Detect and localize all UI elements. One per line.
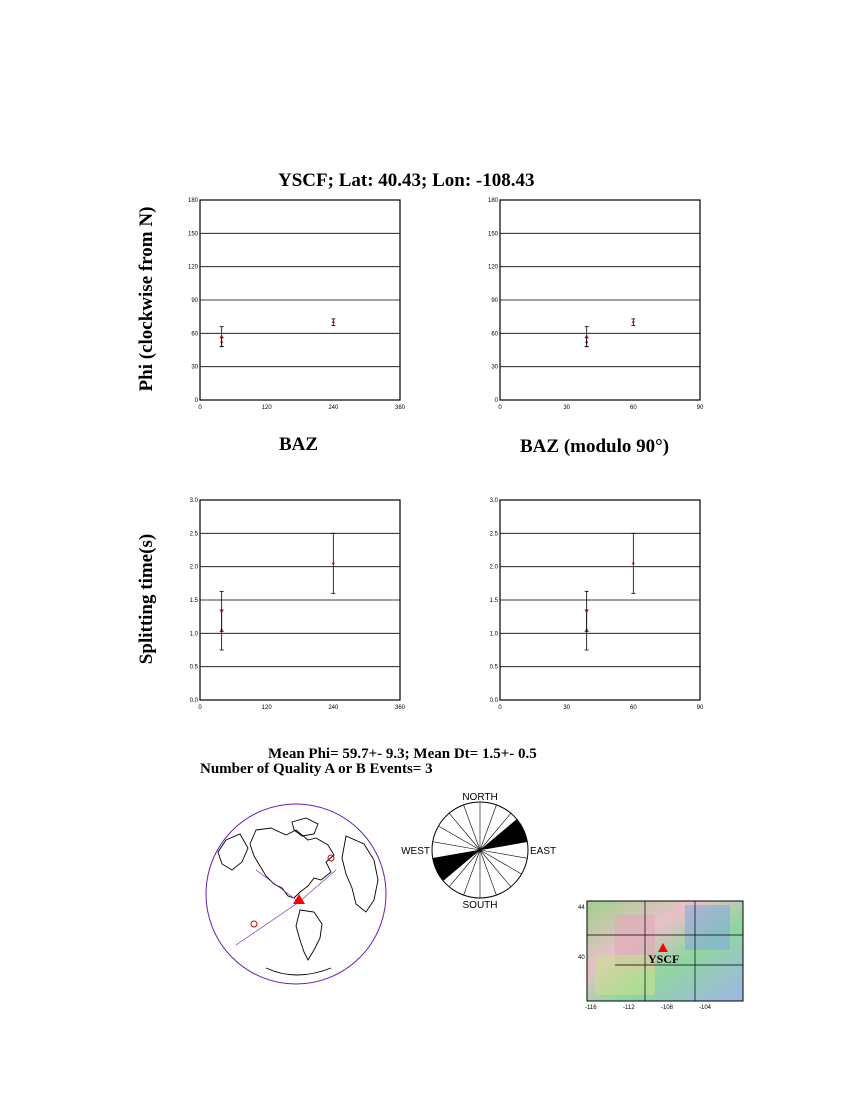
- dt-vs-baz-chart: [180, 490, 420, 712]
- regional-map: [575, 895, 755, 1015]
- data-point: [220, 610, 222, 612]
- y-tick-label: 2.5: [189, 531, 198, 538]
- y-tick-label: 0: [194, 398, 198, 404]
- rose-diagram: [395, 785, 565, 915]
- y-tick-label: 120: [487, 264, 498, 271]
- y-tick-label: 30: [191, 364, 198, 371]
- x-tick-label: 120: [261, 405, 272, 411]
- lon-tick: -108: [661, 1005, 674, 1011]
- rose-label-west: WEST: [401, 846, 430, 857]
- event-count: Number of Quality A or B Events= 3: [200, 761, 433, 777]
- y-tick-label: 2.5: [489, 531, 498, 538]
- lon-tick: -104: [699, 1005, 712, 1011]
- y-tick-label: 3.0: [189, 498, 198, 504]
- y-tick-label: 1.5: [489, 598, 498, 604]
- station-label: YSCF: [648, 952, 680, 966]
- rose-filled-sector: [480, 826, 527, 850]
- baz-mod90-axis-label: BAZ (modulo 90°): [520, 436, 670, 457]
- rose-spoke: [480, 850, 511, 887]
- y-tick-label: 0: [494, 398, 498, 404]
- phi-axis-label: Phi (clockwise from N): [136, 206, 157, 392]
- y-tick-label: 0.5: [489, 664, 498, 671]
- mean-stats: Mean Phi= 59.7+- 9.3; Mean Dt= 1.5+- 0.5: [268, 746, 537, 762]
- y-tick-label: 0.0: [189, 698, 198, 704]
- data-point: [585, 335, 587, 337]
- y-tick-label: 60: [191, 331, 198, 338]
- x-tick-label: 0: [498, 705, 502, 711]
- lat-tick: 40: [578, 955, 585, 961]
- y-tick-label: 180: [187, 198, 198, 204]
- x-tick-label: 360: [394, 405, 406, 411]
- y-tick-label: 150: [487, 231, 498, 238]
- data-point: [332, 321, 334, 323]
- data-point: [332, 562, 334, 564]
- x-tick-label: 60: [629, 705, 637, 711]
- rose-spoke: [449, 813, 480, 850]
- rose-spoke: [480, 850, 496, 895]
- rose-label-north: NORTH: [462, 792, 498, 803]
- x-tick-label: 30: [563, 405, 571, 411]
- x-tick-label: 0: [198, 405, 202, 411]
- y-tick-label: 3.0: [489, 498, 498, 504]
- x-tick-label: 90: [696, 405, 704, 411]
- y-tick-label: 1.5: [189, 598, 198, 604]
- x-tick-label: 120: [261, 705, 272, 711]
- rose-label-east: EAST: [530, 846, 557, 857]
- map-relief-patch: [595, 955, 655, 995]
- continent-asia: [218, 834, 248, 870]
- continent-south-america: [296, 910, 322, 960]
- x-tick-label: 90: [696, 705, 704, 711]
- rose-label-south: SOUTH: [462, 900, 498, 911]
- y-tick-label: 90: [191, 298, 198, 304]
- lat-tick: 44: [578, 905, 585, 911]
- x-tick-label: 240: [328, 705, 339, 711]
- dt-vs-baz-mod90-chart: [480, 490, 720, 712]
- y-tick-label: 150: [187, 231, 198, 238]
- data-point: [585, 610, 587, 612]
- rose-spoke: [464, 805, 480, 850]
- data-point: [632, 562, 634, 564]
- y-tick-label: 30: [491, 364, 498, 371]
- map-relief-patch: [685, 905, 730, 950]
- continent-greenland: [292, 818, 318, 836]
- x-tick-label: 240: [328, 405, 339, 411]
- x-tick-label: 360: [394, 705, 406, 711]
- y-tick-label: 180: [487, 198, 498, 204]
- y-tick-label: 120: [187, 264, 198, 271]
- x-tick-label: 30: [563, 705, 571, 711]
- y-tick-label: 0.0: [489, 698, 498, 704]
- continent-north-america: [250, 828, 334, 898]
- y-tick-label: 90: [491, 298, 498, 304]
- splitting-time-axis-label: Splitting time(s): [136, 533, 157, 665]
- x-tick-label: 60: [629, 405, 637, 411]
- y-tick-label: 60: [491, 331, 498, 338]
- y-tick-label: 1.0: [189, 631, 198, 638]
- baz-axis-label: BAZ: [279, 434, 319, 455]
- event-marker: [251, 921, 257, 927]
- y-tick-label: 2.0: [489, 564, 498, 571]
- data-point: [220, 335, 222, 337]
- lon-tick: -112: [623, 1005, 635, 1011]
- y-tick-label: 2.0: [189, 564, 198, 571]
- globe-map: [196, 800, 396, 990]
- y-tick-label: 0.5: [189, 664, 198, 671]
- data-point: [632, 321, 634, 323]
- phi-vs-baz-chart: [180, 190, 420, 412]
- antarctica-arc: [266, 968, 331, 975]
- x-tick-label: 0: [198, 705, 202, 711]
- page-title: YSCF; Lat: 40.43; Lon: -108.43: [278, 170, 535, 191]
- x-tick-label: 0: [498, 405, 502, 411]
- rose-filled-sector: [433, 850, 480, 874]
- lon-tick: -116: [585, 1005, 597, 1011]
- phi-vs-baz-mod90-chart: [480, 190, 720, 412]
- y-tick-label: 1.0: [489, 631, 498, 638]
